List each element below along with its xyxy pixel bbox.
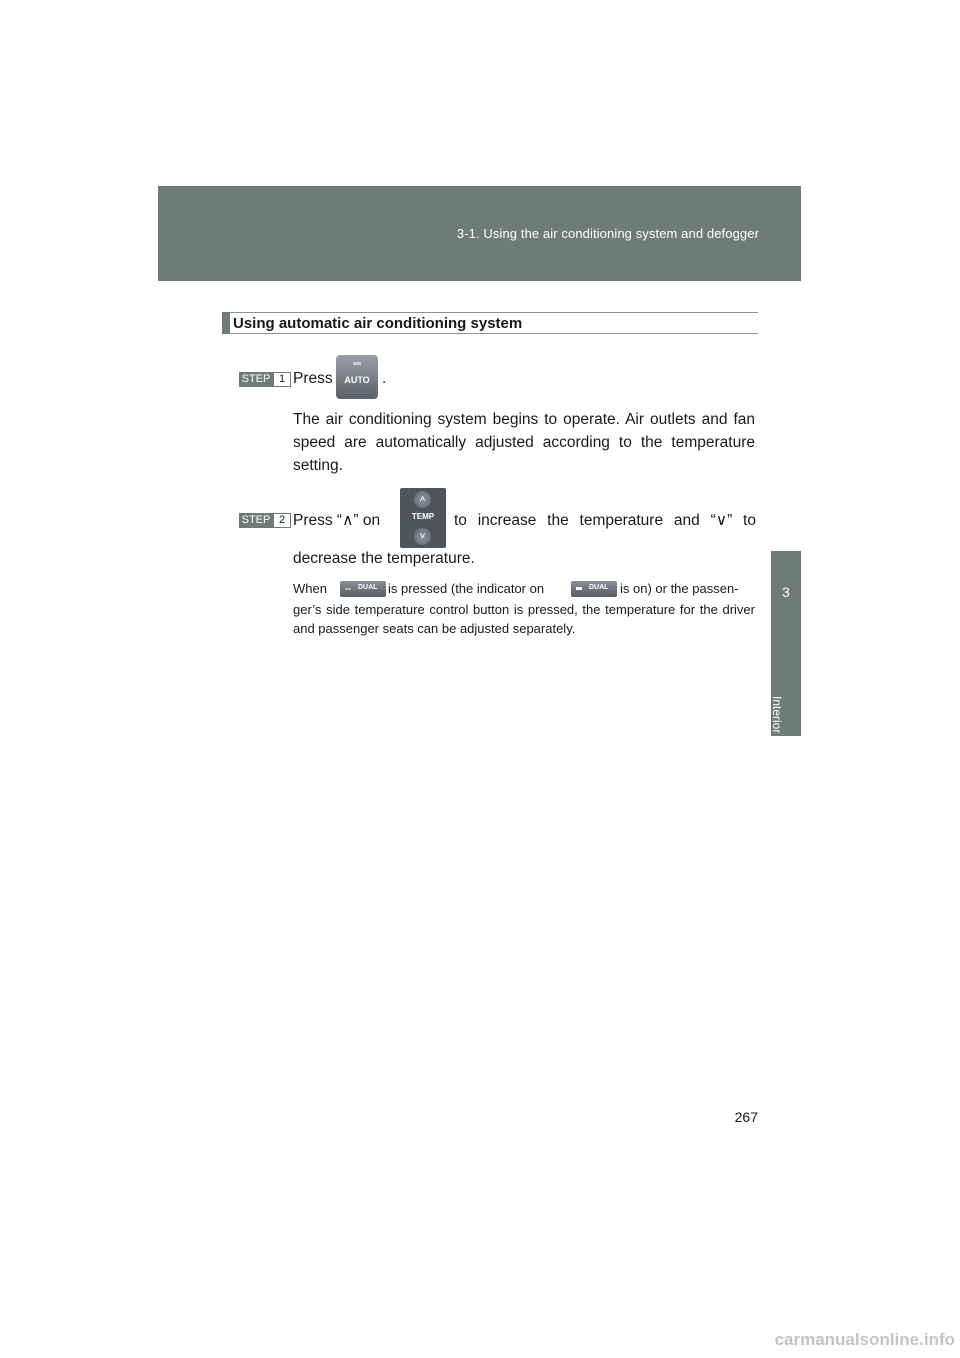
section-bar [222, 312, 230, 334]
step-1-description: The air conditioning system begins to operate. Air outlets and fan speed are automatically adjusted according to the temperature setting. [293, 411, 755, 474]
auto-button-label: AUTO [344, 375, 370, 385]
temp-button-label: TEMP [411, 512, 435, 521]
dual-button-label: DUAL [358, 584, 378, 591]
step-2-press: Press “∧” on [293, 512, 381, 529]
note-rest: ger’s side temperature control button is pressed, the temperature for the driver and passenger seats can be adjusted separately. [293, 602, 755, 636]
chevron-up-icon: ˄ [414, 491, 431, 508]
note-end: is on) or the passen- [620, 581, 739, 596]
dual-button-label: DUAL [589, 584, 609, 591]
step-2-line2: decrease the temperature. [293, 550, 475, 567]
step-number: 1 [273, 372, 291, 387]
step-2-action: to increase the temperature and “∨” to [454, 512, 756, 529]
section-title: Using automatic air conditioning system [233, 315, 523, 332]
step-2-badge [239, 513, 291, 528]
indicator-light-icon [353, 362, 361, 365]
step-1-press: Press [293, 370, 333, 387]
chapter-number: 3 [782, 584, 790, 600]
header-title: 3-1. Using the air conditioning system and defogger [456, 226, 759, 241]
header-band [158, 186, 801, 281]
dual-button-image [340, 581, 386, 597]
chapter-label: Interior features [770, 696, 784, 781]
indicator-light-icon [345, 588, 351, 590]
section-heading [222, 312, 758, 334]
page-number: 267 [734, 1109, 758, 1125]
auto-button-image [336, 355, 378, 399]
chevron-down-icon: ˅ [414, 528, 431, 545]
step-1-badge [239, 372, 291, 387]
note-when: When [293, 581, 327, 596]
step-1-period: . [382, 370, 387, 387]
step-number: 2 [273, 513, 291, 528]
dual-button-lit-image [571, 581, 617, 597]
indicator-light-on-icon [576, 587, 582, 590]
step-word: STEP [239, 372, 273, 387]
note-mid: is pressed (the indicator on [388, 581, 545, 596]
temp-button-image [400, 488, 446, 548]
watermark: carmanualsonline.info [774, 1330, 955, 1349]
step-word: STEP [239, 513, 273, 528]
